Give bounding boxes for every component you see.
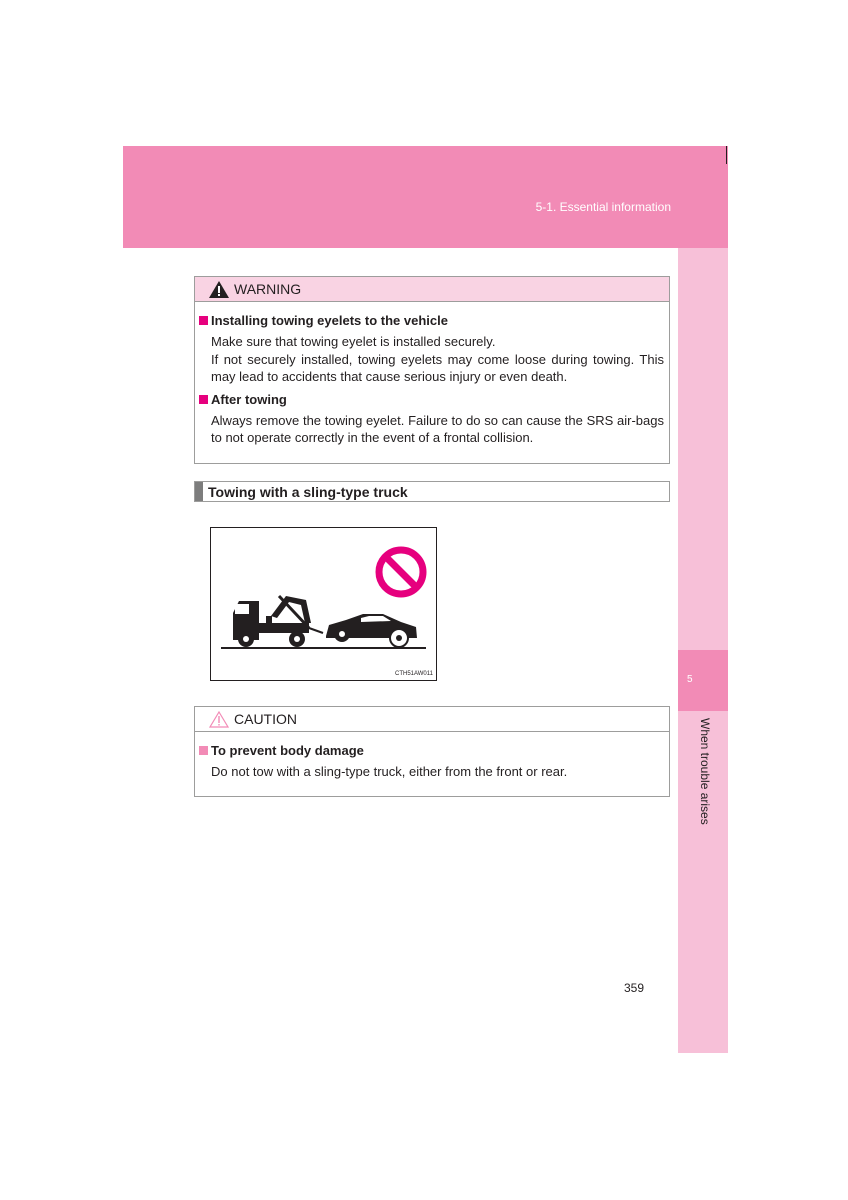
tow-truck: [233, 596, 323, 647]
square-bullet-icon: [199, 395, 208, 404]
warning-item-title: Installing towing eyelets to the vehicle: [199, 313, 669, 328]
sling-truck-illustration: [211, 528, 436, 680]
caution-box: [194, 706, 670, 797]
square-bullet-icon: [199, 746, 208, 755]
caution-item-body: Do not tow with a sling-type truck, either from the front or rear.: [211, 764, 568, 779]
prohibited-icon: [379, 550, 423, 594]
chapter-tab-active: [678, 650, 728, 711]
figure-code: CTH51AW011: [394, 671, 433, 677]
page-number: 359: [624, 981, 645, 995]
warning-item-title: After towing: [199, 392, 669, 407]
warning-icon: [209, 281, 229, 298]
warning-header: [195, 277, 669, 302]
square-bullet-icon: [199, 316, 208, 325]
caution-icon: [209, 711, 229, 728]
section-title: 5-1. Essential information: [535, 200, 671, 214]
subsection-title: Towing with a sling-type truck: [208, 483, 408, 500]
heading-bar: [195, 482, 203, 501]
crop-mark: [726, 146, 727, 164]
chapter-number: 5: [687, 674, 693, 685]
towed-car: [326, 614, 417, 647]
warning-label: WARNING: [234, 281, 302, 297]
towing-illustration: [210, 527, 437, 681]
header-band: [123, 146, 728, 248]
subsection-heading: [194, 481, 670, 502]
warning-item-body: Make sure that towing eyelet is installed securely. If not securely installed, towing eyelets may come loose during towing. This may lead to accidents that cause serious injury or even death.: [211, 334, 664, 384]
warning-box: [194, 276, 670, 464]
caution-header: [195, 707, 669, 732]
warning-item-body: Always remove the towing eyelet. Failure to do so can cause the SRS air-bags to not operate correctly in the event of a frontal collision.: [211, 412, 664, 445]
caution-item-title: To prevent body damage: [199, 743, 669, 758]
chapter-title: When trouble arises: [698, 718, 712, 825]
caution-label: CAUTION: [234, 711, 297, 727]
